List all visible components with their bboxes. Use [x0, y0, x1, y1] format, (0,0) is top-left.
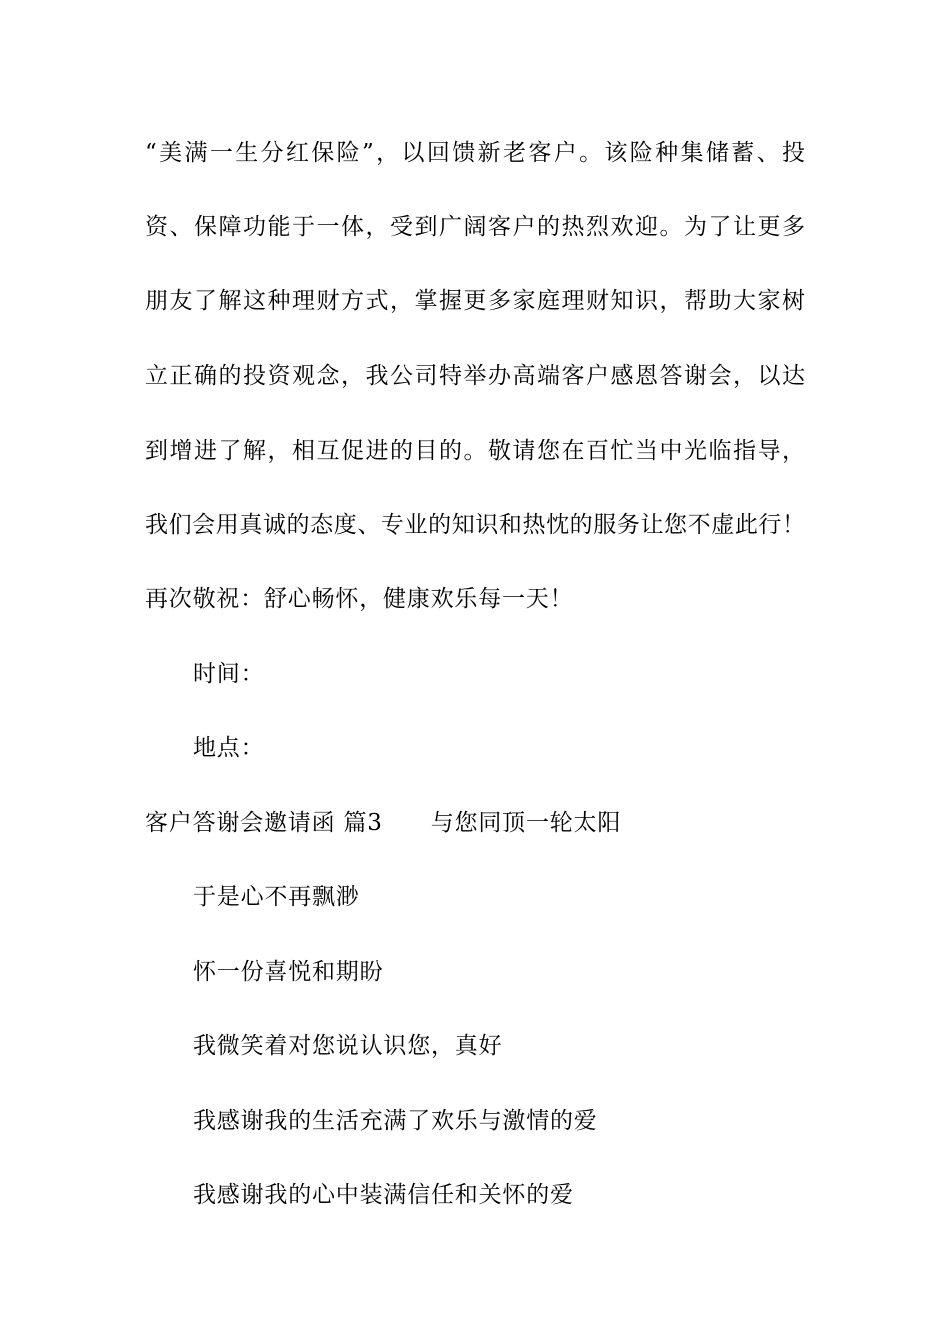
poem-line: 我感谢我的生活充满了欢乐与激情的爱 — [193, 1108, 598, 1134]
paragraph-line: 到增进了解，相互促进的目的。敬请您在百忙当中光临指导， — [145, 438, 805, 464]
time-label: 时间： — [193, 661, 265, 687]
paragraph-line: 资、保障功能于一体，受到广阔客户的热烈欢迎。为了让更多 — [145, 214, 805, 240]
poem-line: 于是心不再飘渺 — [193, 884, 360, 910]
section-title: 客户答谢会邀请函 篇3 — [145, 810, 383, 836]
poem-line: 怀一份喜悦和期盼 — [193, 959, 384, 985]
paragraph-line: 再次敬祝：舒心畅怀，健康欢乐每一天！ — [145, 586, 574, 612]
paragraph-line: 朋友了解这种理财方式，掌握更多家庭理财知识，帮助大家树 — [145, 288, 805, 314]
poem-line: 我感谢我的心中装满信任和关怀的爱 — [193, 1182, 574, 1208]
place-label: 地点： — [193, 735, 265, 761]
paragraph-line: 立正确的投资观念，我公司特举办高端客户感恩答谢会，以达 — [145, 363, 805, 389]
paragraph-line: 我们会用真诚的态度、专业的知识和热忱的服务让您不虚此行！ — [145, 512, 805, 538]
poem-line: 我微笑着对您说认识您，真好 — [193, 1033, 503, 1059]
section-title-line — [145, 808, 621, 838]
paragraph-line: “美满一生分红保险”，以回馈新老客户。该险种集储蓄、投 — [145, 140, 805, 166]
poem-first-line: 与您同顶一轮太阳 — [430, 810, 622, 836]
